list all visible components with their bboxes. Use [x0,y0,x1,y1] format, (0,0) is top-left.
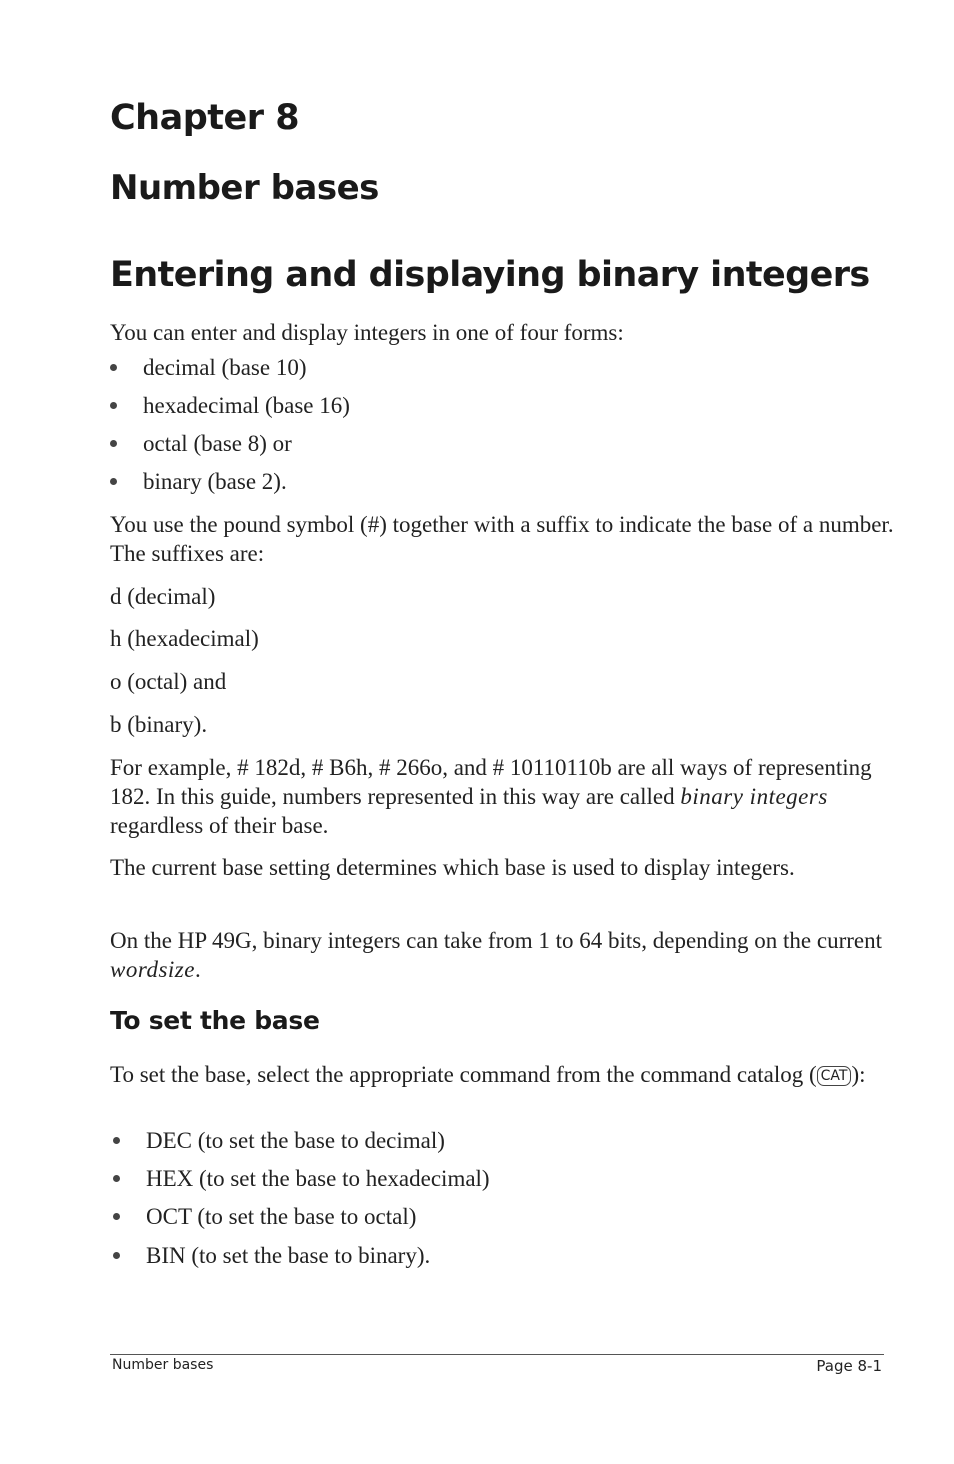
example-paragraph: For example, # 182d, # B6h, # 266o, and # 10110110b are all ways of representing 182. In this guide, numbers represented in this way are called binary integers regardless of their base. [110,755,872,838]
set-base-paragraph: To set the base, select the appropriate command from the command catalog ( CAT ): [110,1062,866,1087]
subsection-heading: To set the base [110,1006,320,1035]
bullet-icon [113,1252,120,1259]
chapter-title: Number bases [110,168,379,208]
bullet-icon [113,1213,120,1220]
suffix-item: b (binary). [110,712,208,737]
base-setting-paragraph: The current base setting determines which base is used to display integers. [110,855,795,880]
bullet-icon [113,1175,120,1182]
footer-divider [110,1354,884,1355]
footer-chapter-label: Number bases [112,1357,214,1373]
cat-key-icon: CAT [817,1066,852,1086]
bullet-icon [110,478,117,485]
bullet-icon [110,440,117,447]
suffix-item: o (octal) and [110,669,227,694]
manual-page: Chapter 8 Number bases Entering and displaying binary integers You can enter and display integers in one of four forms: decimal (base 10) hexadecimal (base 16) octal (base 8) or binary (base 2). You use the pound symbol (#) together with a suffix to indicate the base of a number. The suffixes are: d (decimal) h (hexadecimal) o (octal) and b (binary). For example, # 182d, # B6h, # 266o, and # 10110110b are all ways of representing 182. In this guide, numbers represented in this way are called binary integers regardless of their base. The current base setting determines which base is used to display integers. On the HP 49G, binary integers can take from 1 to 64 bits, depending on the current wordsize. To set the base To set the base, select the appropriate command from the command catalog ( CAT ): DEC (to set the base to decimal) HEX (to set the base to hexadecimal) OCT (to set the base to octal) BIN (to set the base to binary). Number bases Page 8-1 [0,0,954,1464]
wordsize-term: wordsize [110,957,195,982]
wordsize-paragraph: On the HP 49G, binary integers can take from 1 to 64 bits, depending on the current wordsize. [110,928,883,982]
chapter-number: Chapter 8 [110,98,300,138]
suffix-intro-paragraph: You use the pound symbol (#) together with a suffix to indicate the base of a number. The suffixes are: [110,512,894,566]
section-heading: Entering and displaying binary integers [110,255,870,295]
suffix-item: d (decimal) [110,584,216,609]
binary-integers-term: binary integers [680,784,828,809]
bullet-icon [113,1137,120,1144]
page-number: Page 8-1 [816,1357,882,1375]
suffix-item: h (hexadecimal) [110,626,259,651]
bullet-icon [110,364,117,371]
intro-paragraph: You can enter and display integers in one of four forms: [110,320,624,345]
bullet-icon [110,402,117,409]
